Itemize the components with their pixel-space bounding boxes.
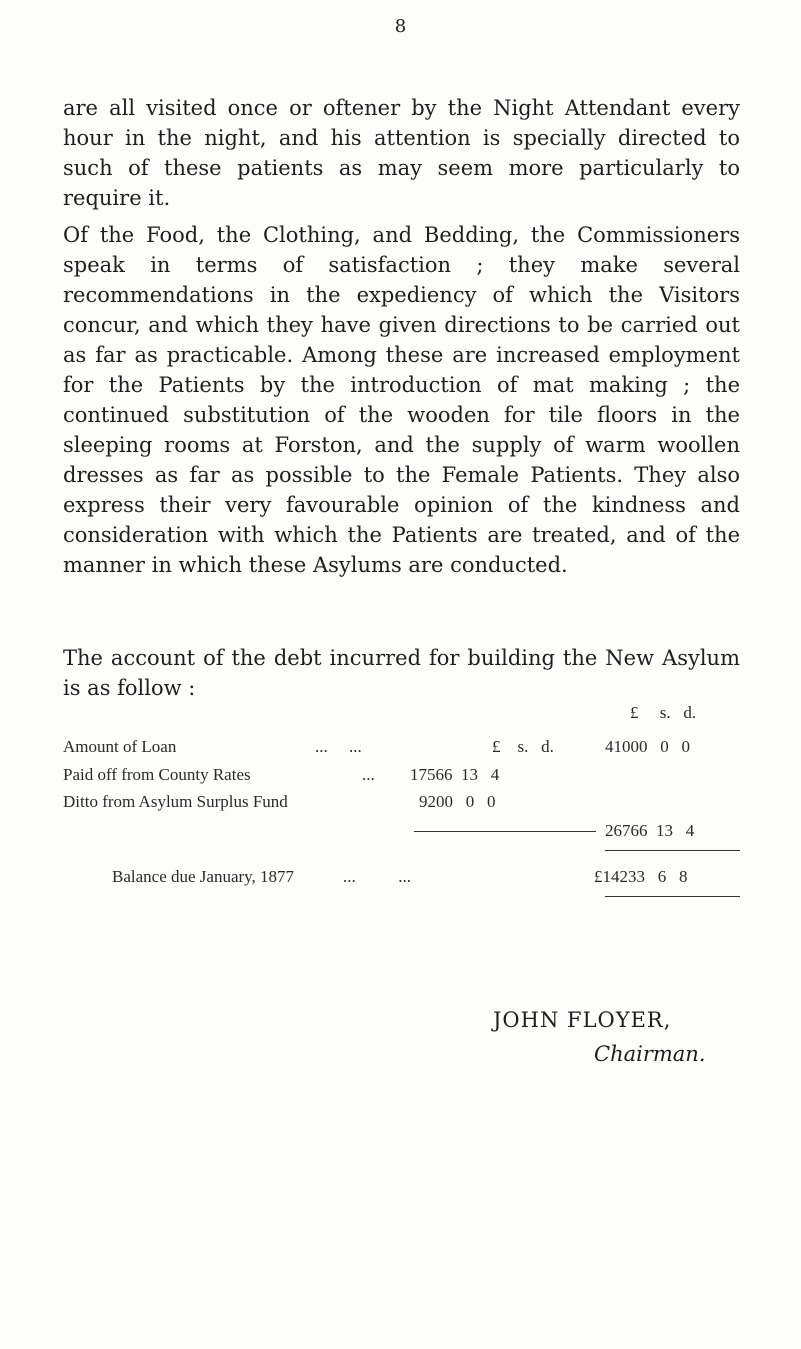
row-dots-loan: ... ... <box>315 737 362 756</box>
row-value-surplus-fund: 9200 0 0 <box>419 792 496 811</box>
subtotal-rule <box>414 831 596 832</box>
paragraph-food-clothing: Of the Food, the Clothing, and Bedding, the Commissioners speak in terms of satisfaction ; they make several recommendations in the expediency of which the Visitors concur, and which they have given directions to be carried out as far as practicable. Among these are increased employment for the Patients by the introduction of mat making ; the continued substitution of the wooden for tile floors in the sleeping rooms at Forston, and the supply of warm woollen dresses as far as possible to the Female Patients. They also express their very favourable opinion of the kindness and consideration with which the Patients are treated, and of the manner in which these Asylums are conducted. <box>63 223 740 577</box>
balance-dots: ... ... <box>343 867 411 886</box>
row-label-loan: Amount of Loan <box>63 737 177 756</box>
row-dots-county-rates: ... <box>362 765 375 784</box>
paragraph-night-attendant: are all visited once or oftener by the Night Attendant every hour in the night, and his attention is specially directed to such of these patients as may seem more particularly to require it. <box>63 96 740 210</box>
balance-bottom-rule <box>605 896 740 897</box>
row-value-loan: 41000 0 0 <box>605 737 690 756</box>
row-value-county-rates: 17566 13 4 <box>410 765 500 784</box>
paragraph-debt-account: The account of the debt incurred for building the New Asylum is as follow : <box>63 646 740 700</box>
header-mid-units: £ s. d. <box>492 737 554 756</box>
balance-top-rule <box>605 850 740 851</box>
header-right-units: £ s. d. <box>630 703 697 722</box>
signature-name: JOHN FLOYER, <box>493 1008 672 1032</box>
signature-title: Chairman. <box>594 1042 706 1066</box>
row-label-surplus-fund: Ditto from Asylum Surplus Fund <box>63 792 288 811</box>
subtotal-value: 26766 13 4 <box>605 821 695 840</box>
page-number: 8 <box>394 16 407 37</box>
balance-value: £14233 6 8 <box>594 867 688 886</box>
row-label-county-rates: Paid off from County Rates <box>63 765 251 784</box>
balance-label: Balance due January, 1877 <box>112 867 295 886</box>
